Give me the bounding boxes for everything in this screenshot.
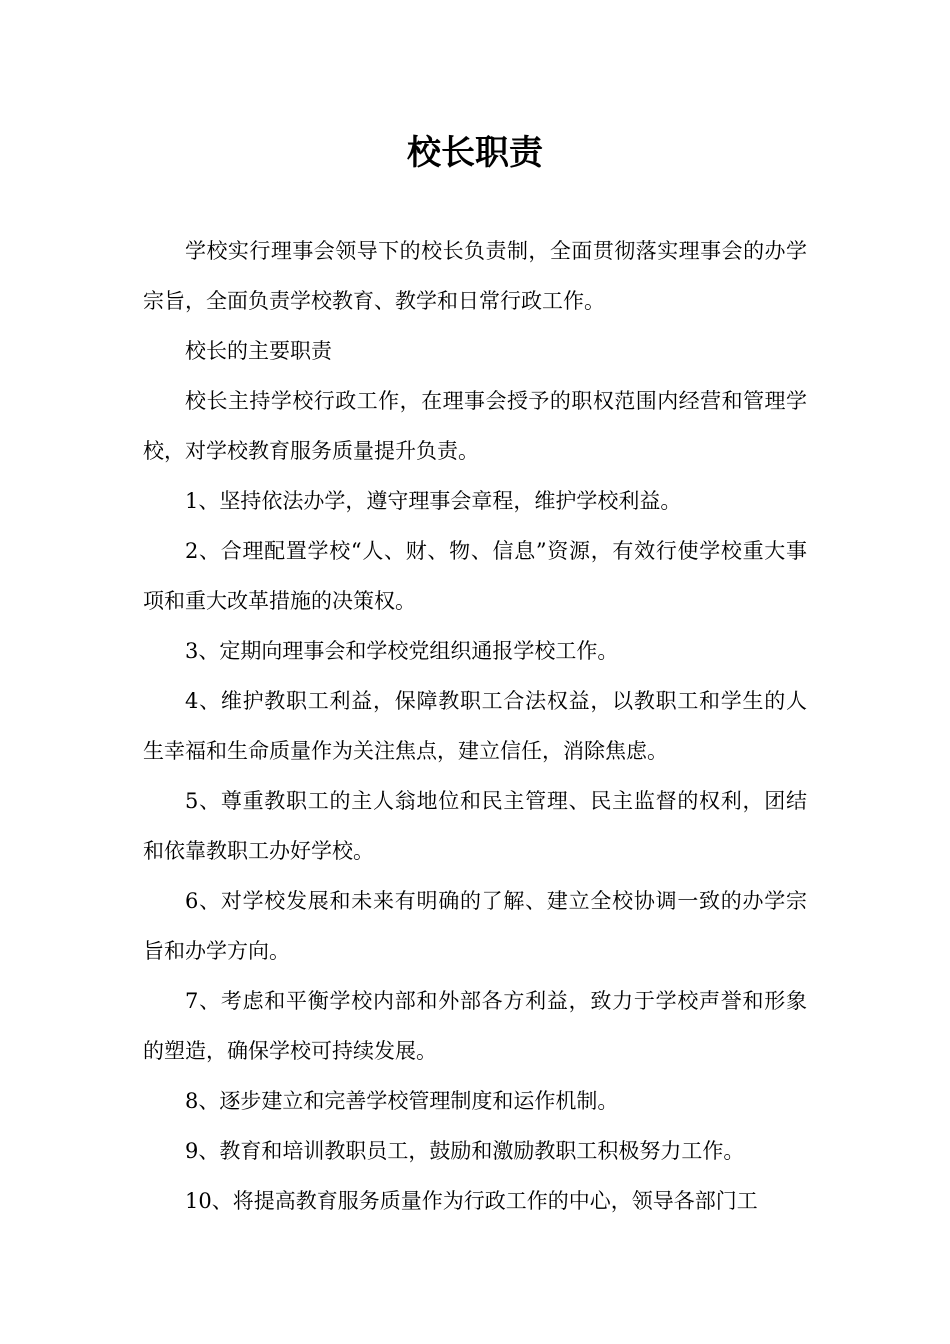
paragraph: 校长主持学校行政工作，在理事会授予的职权范围内经营和管理学校，对学校教育服务质量提升负责。: [143, 389, 807, 463]
list-item: 1、坚持依法办学，遵守理事会章程，维护学校利益。: [185, 489, 682, 513]
list-item: 2、合理配置学校“人、财、物、信息”资源，有效行使学校重大事项和重大改革措施的决策权。: [143, 539, 807, 613]
paragraph: 学校实行理事会领导下的校长负责制，全面贯彻落实理事会的办学宗旨，全面负责学校教育、教学和日常行政工作。: [143, 239, 807, 313]
list-item: 7、考虑和平衡学校内部和外部各方利益，致力于学校声誉和形象的塑造，确保学校可持续发展。: [143, 989, 807, 1063]
document-title: 校长职责: [407, 133, 543, 173]
list-item: 3、定期向理事会和学校党组织通报学校工作。: [185, 639, 619, 663]
list-item: 9、教育和培训教职员工，鼓励和激励教职工积极努力工作。: [185, 1139, 745, 1163]
list-item: 8、逐步建立和完善学校管理制度和运作机制。: [185, 1089, 619, 1113]
section-heading: 校长的主要职责: [185, 339, 332, 363]
list-item: 4、维护教职工利益，保障教职工合法权益，以教职工和学生的人生幸福和生命质量作为关注焦点，建立信任，消除焦虑。: [143, 689, 807, 763]
list-item: 6、对学校发展和未来有明确的了解、建立全校协调一致的办学宗旨和办学方向。: [143, 889, 807, 963]
list-item: 5、尊重教职工的主人翁地位和民主管理、民主监督的权利，团结和依靠教职工办好学校。: [143, 789, 807, 863]
document-body: [143, 226, 807, 1226]
list-item: 10、将提高教育服务质量作为行政工作的中心，领导各部门工: [185, 1189, 758, 1213]
